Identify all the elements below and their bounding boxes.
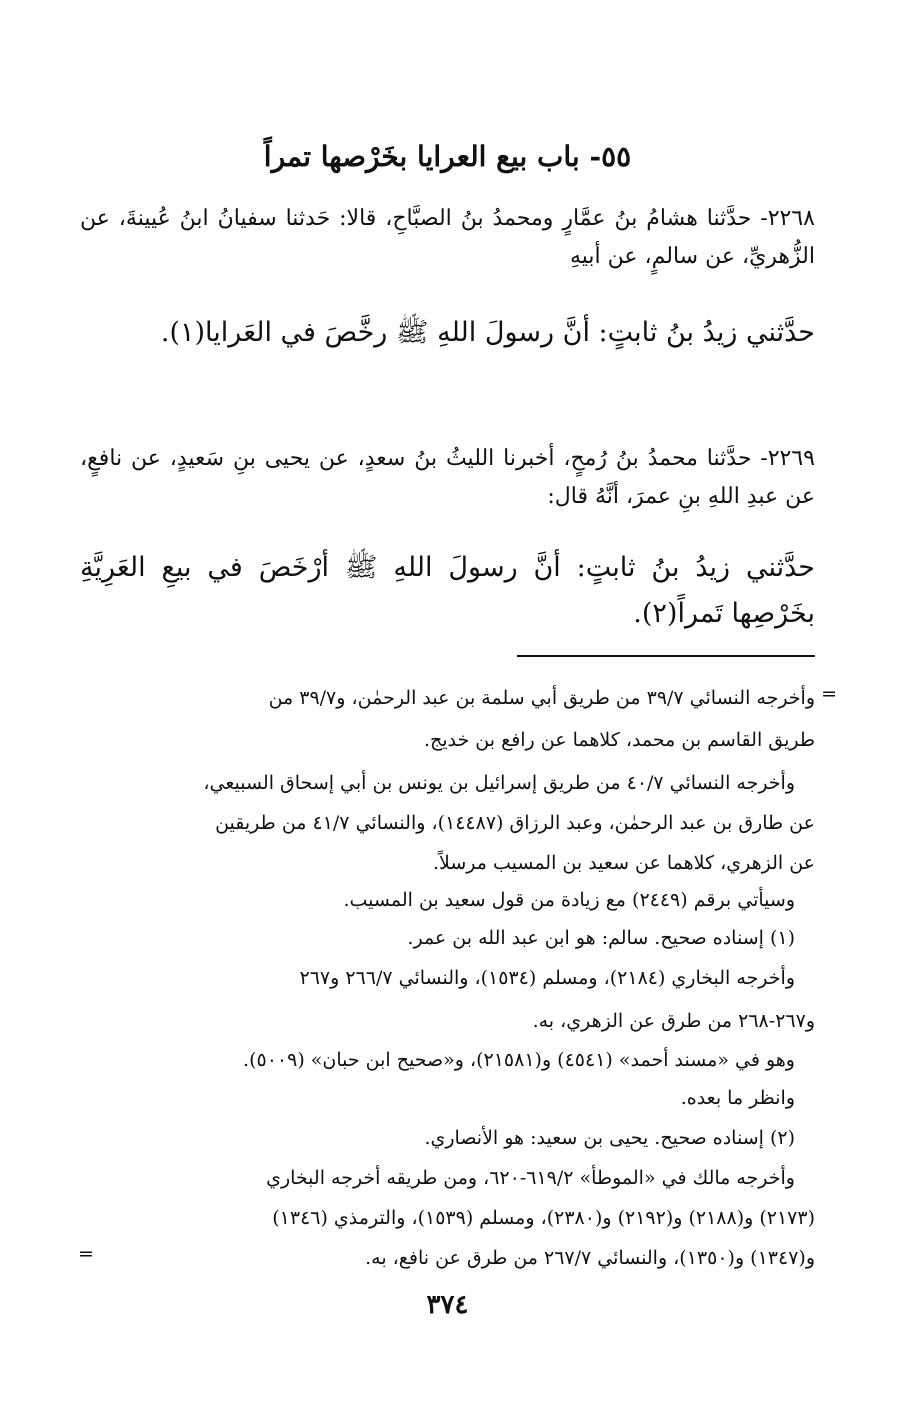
footnote-line: عن الزهري، كلاهما عن سعيد بن المسيب مرسلاً. — [432, 852, 815, 874]
footnote-continuation-mark: = — [821, 683, 837, 705]
footnote-separator — [517, 655, 815, 657]
footnote-line: (٢١٧٣) و(٢١٨٨) و(٢١٩٢) و(٢٣٨٠)، ومسلم (١٥٣٩)، والترمذي (١٣٤٦) — [272, 1207, 815, 1229]
hadith-2268-isnad: ٢٢٦٨- حدَّثنا هشامُ بنُ عمَّارٍ ومحمدُ بنُ الصبَّاحِ، قالا: حَدثنا سفيانُ ابنُ عُيينةَ، عن الزُّهريِّ، عن سالمٍ، عن أبيهِ — [80, 206, 815, 269]
footnote-line: و٢٦٧-٢٦٨ من طرق عن الزهري، به. — [532, 1010, 815, 1032]
footnote-line: وأخرجه البخاري (٢١٨٤)، ومسلم (١٥٣٤)، والنسائي ٢٦٦/٧ و٢٦٧ — [299, 967, 795, 989]
footnote-line: عن طارق بن عبد الرحمٰن، وعبد الرزاق (١٤٤٨٧)، والنسائي ٤١/٧ من طريقين — [215, 812, 815, 834]
footnote-line: و(١٣٤٧) و(١٣٥٠)، والنسائي ٢٦٧/٧ من طرق عن نافع، به. — [365, 1247, 815, 1269]
footnote-line: وأخرجه النسائي ٤٠/٧ من طريق إسرائيل بن يونس بن أبي إسحاق السبيعي، — [203, 772, 795, 794]
footnote-line: طريق القاسم بن محمد، كلاهما عن رافع بن خديج. — [423, 729, 815, 751]
footnote-line: وأخرجه مالك في «الموطأ» ٦١٩/٢-٦٢٠، ومن طريقه أخرجه البخاري — [266, 1167, 795, 1189]
footnote-line: وسيأتي برقم (٢٤٤٩) مع زيادة من قول سعيد بن المسيب. — [343, 889, 795, 911]
footnote-line: (٢) إسناده صحيح. يحيى بن سعيد: هو الأنصاري. — [424, 1127, 795, 1149]
footnote-end-mark: = — [78, 1243, 94, 1265]
chapter-title: ٥٥- باب بيع العرايا بخَرْصها تمراً — [263, 140, 632, 173]
hadith-2269-isnad: ٢٢٦٩- حدَّثنا محمدُ بنُ رُمحٍ، أخبرنا الليثُ بنُ سعدٍ، عن يحيى بنِ سَعيدٍ، عن نافعٍ، عن عبدِ اللهِ بنِ عمرَ، أنَّهُ قال: — [80, 446, 815, 509]
footnote-line: (١) إسناده صحيح. سالم: هو ابن عبد الله بن عمر. — [407, 927, 795, 949]
hadith-2268-matn: حدَّثني زيدُ بنُ ثابتٍ: أنَّ رسولَ اللهِ ﷺ رخَّصَ في العَرايا(١). — [160, 317, 815, 348]
hadith-2269-matn: حدَّثني زيدُ بنُ ثابتٍ: أنَّ رسولَ اللهِ ﷺ أرْخَصَ في بيعِ العَرِيَّةِ بخَرْصِها تَمراً(٢). — [80, 552, 815, 629]
page-number: ٣٧٤ — [426, 1290, 469, 1320]
footnote-line: وهو في «مسند أحمد» (٤٥٤١) و(٢١٥٨١)، و«صحيح ابن حبان» (٥٠٠٩). — [243, 1049, 795, 1071]
footnote-line: وأخرجه النسائي ٣٩/٧ من طريق أبي سلمة بن عبد الرحمٰن، و٣٩/٧ من — [268, 687, 815, 709]
footnote-line: وانظر ما بعده. — [680, 1087, 795, 1109]
book-page — [78, 0, 837, 1415]
